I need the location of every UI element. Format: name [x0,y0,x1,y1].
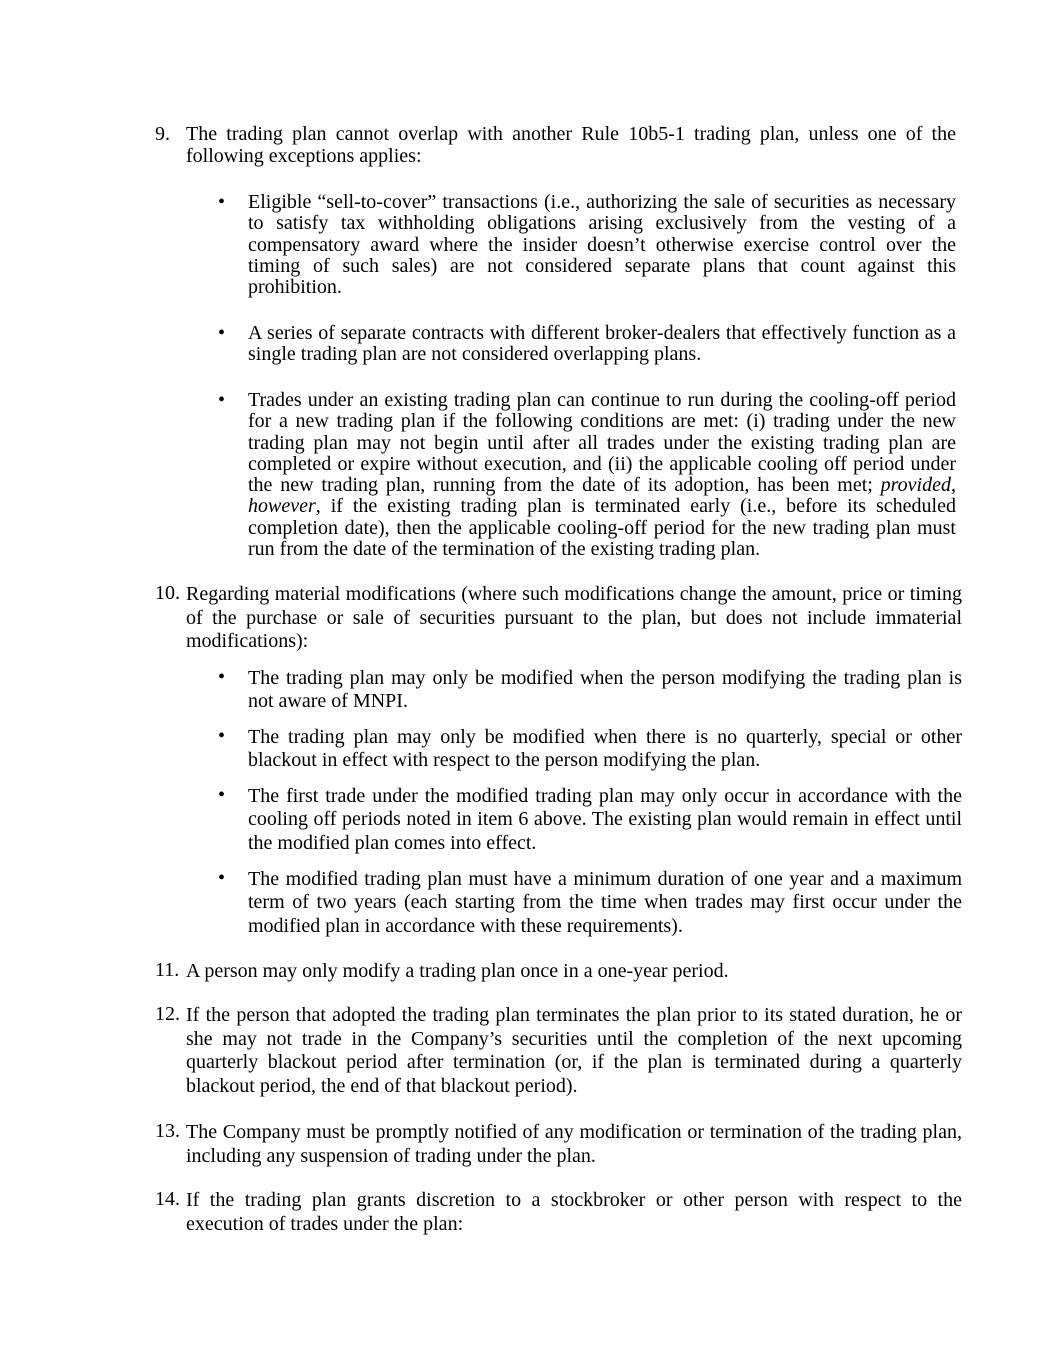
bullet-text: Eligible “sell-to-cover” transactions (i.e., authorizing the sale of securities as necessary to satisfy tax withholding obligations arising exclusively from the vesting of a compensatory award where the insider doesn’t otherwise exercise control over the timing of such sales) are not considered separate plans that count against this prohibition. [248,191,956,299]
bullet-text: The first trade under the modified trading plan may only occur in accordance with the cooling off periods noted in item 6 above. The existing plan would remain in effect until the modified plan comes into effect. [248,785,962,854]
bullet-icon: • [218,191,226,213]
bullet-text: The trading plan may only be modified when the person modifying the trading plan is not aware of MNPI. [248,667,962,713]
item-text: The trading plan cannot overlap with another Rule 10b5-1 trading plan, unless one of the following exceptions applies: [186,123,956,167]
item-text: If the trading plan grants discretion to a stockbroker or other person with respect to the execution of trades under the plan: [186,1189,962,1235]
bullet-icon: • [218,322,226,344]
item-number: 9. [155,123,170,145]
bullet-icon: • [218,725,226,747]
item-number: 11. [155,959,180,981]
item-text: Regarding material modifications (where such modifications change the amount, price or timing of the purchase or sale of securities pursuant to the plan, but does not include immaterial modifications): [186,583,962,652]
item-number: 10. [155,582,180,604]
item-text: If the person that adopted the trading plan terminates the plan prior to its stated duration, he or she may not trade in the Company’s securities until the completion of the next upcoming quarterly blackout period after termination (or, if the plan is terminated during a quarterly blackout period, the end of that blackout period). [186,1004,962,1097]
bullet-icon: • [218,867,226,889]
bullet-icon: • [218,784,226,806]
item-text: A person may only modify a trading plan once in a one-year period. [186,960,729,982]
item-number: 14. [155,1188,180,1210]
bullet-text: A series of separate contracts with different broker-dealers that effectively function as a single trading plan are not considered overlapping plans. [248,322,956,366]
bullet-icon: • [218,666,226,688]
bullet-text: The modified trading plan must have a minimum duration of one year and a maximum term of two years (each starting from the time when trades may first occur under the modified plan in accordance with these requirements). [248,868,962,937]
item-number: 12. [155,1003,180,1025]
bullet-icon: • [218,389,226,411]
bullet-text: The trading plan may only be modified when there is no quarterly, special or other blackout in effect with respect to the person modifying the plan. [248,726,962,772]
item-number: 13. [155,1120,180,1142]
bullet-text: Trades under an existing trading plan can continue to run during the cooling-off period for a new trading plan if the following conditions are met: (i) trading under the new trading plan may not begin until after all trades under the existing trading plan are completed or expire without execution, and (ii) the applicable cooling off period under the new trading plan, running from the date of its adoption, has been met; provided, however, if the existing trading plan is terminated early (i.e., before its scheduled completion date), then the applicable cooling-off period for the new trading plan must run from the date of the termination of the existing trading plan. [248,389,956,561]
item-text: The Company must be promptly notified of any modification or termination of the trading plan, including any suspension of trading under the plan. [186,1121,962,1167]
